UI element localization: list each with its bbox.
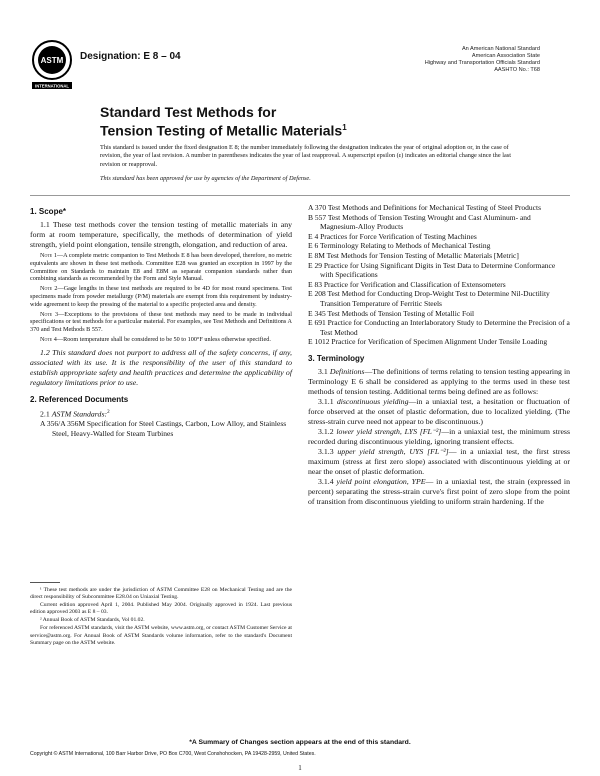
standard-info: [425, 46, 540, 74]
note-label: Note 2: [40, 285, 58, 293]
note-label: Note 4: [40, 335, 57, 343]
note-label: Note 1: [40, 252, 57, 259]
page-number: 1: [298, 764, 302, 772]
issued-note: This standard is issued under the fixed designation E 8; the number immediately following the designation indicates the year of original adoption or, in the case of revision, the year of last revision. A number in parentheses indicates the year of last reapproval. A superscript epsilon (ε) indicates an editorial change since the last revision or reapproval.: [100, 144, 511, 168]
para-number: 3.1.3: [318, 446, 334, 456]
reference-item: A 370 Test Methods and Definitions for Mechanical Testing of Steel Products: [308, 203, 542, 212]
note-3: [30, 311, 292, 334]
reference-item: A 356/A 356M Specification for Steel Castings, Carbon, Low Alloy, and Stainless Steel, Heavy-Walled for Steam Turbines: [40, 419, 287, 438]
logo-text: ASTM: [40, 56, 64, 65]
term: discontinuous yielding: [336, 396, 409, 406]
paragraph-3-1-2: [308, 427, 570, 447]
left-column: [30, 203, 292, 439]
note-4: [30, 336, 292, 344]
reference-item: E 1012 Practice for Verification of Specimen Alignment Under Tensile Loading: [308, 337, 548, 347]
note-text: —Exceptions to the provisions of these test methods may need to be made in individual specifications or test methods for a particular material. For examples, see Test Methods and Definitions A 370 and Test Methods B 557.: [30, 310, 292, 334]
footnote-ref: 2: [107, 409, 110, 415]
paragraph-3-1-4: [308, 477, 570, 507]
reference-item: E 4 Practices for Force Verification of Testing Machines: [308, 231, 477, 241]
note-text: —A complete metric companion to Test Methods E 8 has been developed, therefore, no metric equivalents are shown in these test methods. Committee E28 was granted an exception in 1997 by the Committee on Standards to maintain E8 and E8M as separate companion standards rather than combining standards as recommended by the Form and Style Manual.: [30, 252, 292, 283]
summary-notice: *A Summary of Changes section appears at the end of this standard.: [189, 739, 411, 746]
title-line-2: [100, 120, 347, 139]
note-1: [30, 252, 292, 283]
reference-item: E 6 Terminology Relating to Methods of Mechanical Testing: [308, 241, 491, 251]
paragraph-3-1: [308, 367, 570, 397]
reference-item: E 29 Practice for Using Significant Digits in Test Data to Determine Conformance with Specifications: [308, 260, 556, 280]
right-column: [308, 203, 570, 507]
para-number: 3.1.2: [318, 426, 334, 436]
paragraph-2-1: [30, 408, 292, 420]
note-label: Note 3: [40, 310, 59, 318]
paragraph-1-1: 1.1 These test methods cover the tension testing of metallic materials in any form at room temperature, specifically, the methods of determination of yield strength, yield point elongation, tensile strength, elongation, and reduction of area.: [30, 220, 292, 249]
copyright: Copyright © ASTM International, 100 Barr Harbor Drive, PO Box C700, West Conshohocken, PA 19428-2959, United States.: [30, 751, 316, 757]
para-number: 2.1: [40, 409, 50, 419]
footnote: For referenced ASTM standards, visit the ASTM website, www.astm.org, or contact ASTM Customer Service at service@astm.org. For Annual Book of ASTM Standards volume information, refer to the standard's Document Summary page on the ASTM website.: [30, 625, 292, 646]
term: Definitions: [329, 366, 365, 376]
standard-info-line: An American National Standard: [461, 46, 540, 52]
footnote: ¹ These test methods are under the jurisdiction of ASTM Committee E28 on Mechanical Testing and are the direct responsibility of Subcommittee E28.04 on Uniaxial Testing.: [30, 587, 292, 601]
para-text: —in a uniaxial test, a hesitation or fluctuation of force observed at the onset of plastic deformation, due to localized yielding. (The stress-strain curve need not appear to be discontinuous.): [308, 396, 570, 426]
intro-block: [100, 144, 512, 184]
reference-item: E 345 Test Methods of Tension Testing of Metallic Foil: [308, 308, 475, 318]
paragraph-1-2: 1.2 This standard does not purport to address all of the safety concerns, if any, associated with its use. It is the responsibility of the user of this standard to establish appropriate safety and health practices and determine the applicability of regulatory limitations prior to use.: [30, 347, 292, 387]
title-text: Tension Testing of Metallic Materials: [100, 122, 343, 139]
reference-item: E 208 Test Method for Conducting Drop-Weight Test to Determine Nil-Ductility Transition Temperature of Ferritic Steels: [308, 289, 550, 308]
para-text: —in a uniaxial test, the minimum stress recorded during discontinuous yielding, ignoring transient effects.: [308, 426, 570, 446]
para-number: 3.1.1: [318, 396, 334, 406]
note-text: —Gage lengths in these test methods are required to be 4D for most round specimens. Test specimens made from powder metallurgy (P/M) materials are exempt from this requirement by industry-wide agreement to keep the pressing of the material to a specific projected area and density.: [30, 285, 292, 308]
astm-logo: [30, 38, 74, 96]
para-number: 3.1: [318, 366, 328, 376]
footnote: ² Annual Book of ASTM Standards, Vol 01.02.: [40, 617, 145, 624]
reference-item: E 691 Practice for Conducting an Interlaboratory Study to Determine the Precision of a Test Method: [308, 318, 570, 337]
standard-info-line: Highway and Transportation Officials Standard: [424, 60, 540, 66]
para-text: —The definitions of terms relating to tension testing appearing in Terminology E 6 shall be considered as applying to the terms used in these test methods of tension testing. Additional terms being defined are as follows:: [308, 366, 571, 396]
approved-note: This standard has been approved for use by agencies of the Department of Defense.: [100, 175, 311, 183]
document-title: [100, 104, 347, 139]
para-text: — in a uniaxial test, the strain (expressed in percent) separating the stress-strain curve's first point of zero slope from the point of transition from discontinuous yielding to uniform strain hardening. If the: [308, 476, 571, 506]
reference-item: B 557 Test Methods of Tension Testing Wrought and Cast Aluminum- and Magnesium-Alloy Products: [308, 212, 531, 232]
term: lower yield strength, LYS [FL⁻²]: [336, 426, 442, 436]
reference-item: E 8M Test Methods for Tension Testing of Metallic Materials [Metric]: [308, 250, 519, 260]
logo-subtext: INTERNATIONAL: [35, 83, 69, 89]
designation: Designation: E 8 – 04: [80, 51, 181, 62]
para-number: 3.1.4: [318, 476, 334, 486]
standard-info-line: AASHTO No.: T68: [494, 67, 540, 73]
divider: [30, 195, 570, 196]
footnote: Current edition approved April 1, 2004. Published May 2004. Originally approved in 1924. Last previous edition approved 2003 as E 8 – 03.: [30, 602, 292, 616]
title-line-1: Standard Test Methods for: [100, 104, 277, 120]
term: upper yield strength, UYS [FL⁻²]: [337, 446, 449, 456]
section-heading-terminology: 3. Terminology: [308, 353, 365, 363]
para-text: — in a uniaxial test, the first stress maximum (stress at first zero slope) associated with discontinuous yielding at or near the onset of plastic deformation.: [308, 446, 570, 476]
standard-info-line: American Association State: [471, 53, 540, 59]
footnotes: [30, 587, 292, 648]
section-heading-references: 2. Referenced Documents: [30, 394, 129, 404]
note-2: [30, 285, 292, 308]
title-footnote-ref: 1: [342, 123, 347, 132]
footnote-rule: [30, 582, 60, 583]
para-label: ASTM Standards:: [51, 409, 108, 419]
paragraph-3-1-3: [308, 447, 570, 477]
paragraph-3-1-1: [308, 397, 570, 427]
reference-item: E 83 Practice for Verification and Classification of Extensometers: [308, 279, 506, 289]
term: yield point elongation, YPE: [336, 476, 426, 486]
section-heading-scope: 1. Scope*: [30, 207, 67, 216]
note-text: —Room temperature shall be considered to be 50 to 100°F unless otherwise specified.: [56, 335, 271, 343]
